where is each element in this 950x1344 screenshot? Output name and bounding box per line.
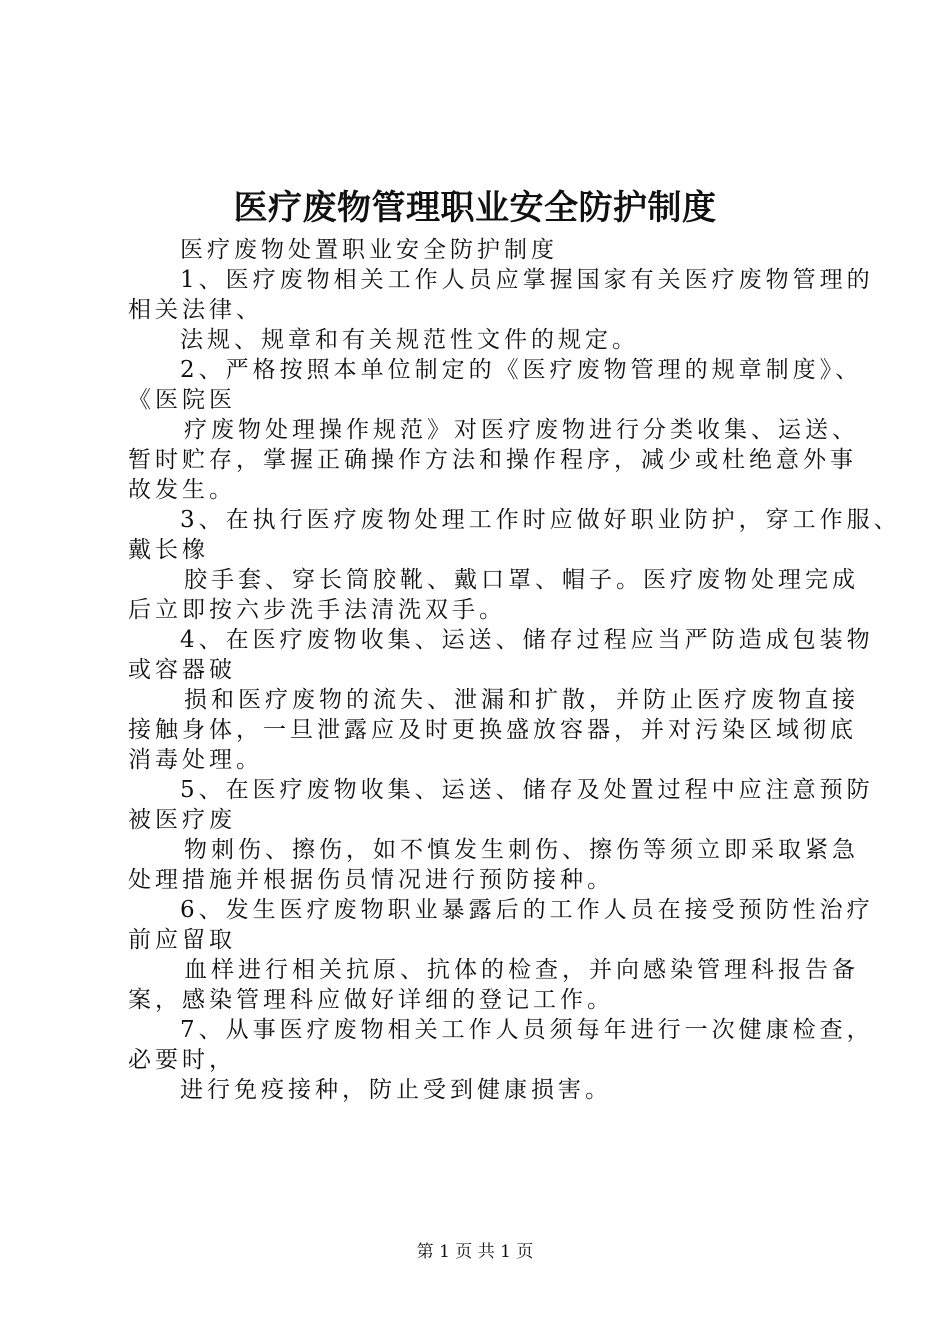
text-line: 必要时， xyxy=(128,1047,236,1073)
text-line: 6、发生医疗废物职业暴露后的工作人员在接受预防性治疗 xyxy=(180,897,874,923)
text-line: 或容器破 xyxy=(128,657,236,683)
subtitle-line: 医疗废物处置职业安全防护制度 xyxy=(180,237,558,263)
text-line: 消毒处理。 xyxy=(128,747,263,773)
text-line: 1、医疗废物相关工作人员应掌握国家有关医疗废物管理的 xyxy=(180,267,874,293)
text-line: 7、从事医疗废物相关工作人员须每年进行一次健康检查， xyxy=(180,1017,874,1043)
text-line: 戴长橡 xyxy=(128,537,209,563)
text-line: 物刺伤、擦伤，如不慎发生刺伤、擦伤等须立即采取紧急 xyxy=(184,837,859,863)
text-line: 相关法律、 xyxy=(128,297,263,323)
text-line: 4、在医疗废物收集、运送、储存过程应当严防造成包装物 xyxy=(180,627,874,653)
text-line: 接触身体，一旦泄露应及时更换盛放容器，并对污染区域彻底 xyxy=(128,717,857,743)
text-line: 血样进行相关抗原、抗体的检查，并向感染管理科报告备 xyxy=(184,957,859,983)
text-line: 损和医疗废物的流失、泄漏和扩散，并防止医疗废物直接 xyxy=(184,687,859,713)
text-line: 前应留取 xyxy=(128,927,236,953)
text-line: 故发生。 xyxy=(128,477,236,503)
text-line: 3、在执行医疗废物处理工作时应做好职业防护，穿工作服、 xyxy=(180,507,901,533)
text-line: 疗废物处理操作规范》对医疗废物进行分类收集、运送、 xyxy=(184,417,859,443)
text-line: 后立即按六步洗手法清洗双手。 xyxy=(128,597,506,623)
text-line: 被医疗废 xyxy=(128,807,236,833)
page-footer: 第 1 页 共 1 页 xyxy=(416,1242,534,1262)
text-line: 《医院医 xyxy=(128,387,236,413)
text-line: 2、严格按照本单位制定的《医疗废物管理的规章制度》、 xyxy=(180,357,863,383)
text-line: 处理措施并根据伤员情况进行预防接种。 xyxy=(128,867,614,893)
text-line: 暂时贮存，掌握正确操作方法和操作程序，减少或杜绝意外事 xyxy=(128,447,857,473)
text-line: 5、在医疗废物收集、运送、储存及处置过程中应注意预防 xyxy=(180,777,874,803)
text-line: 胶手套、穿长筒胶靴、戴口罩、帽子。医疗废物处理完成 xyxy=(184,567,859,593)
text-line: 进行免疫接种，防止受到健康损害。 xyxy=(180,1077,612,1103)
document-title: 医疗废物管理职业安全防护制度 xyxy=(233,188,717,228)
text-line: 法规、规章和有关规范性文件的规定。 xyxy=(180,327,639,353)
text-line: 案，感染管理科应做好详细的登记工作。 xyxy=(128,987,614,1013)
document-body xyxy=(128,235,901,1105)
